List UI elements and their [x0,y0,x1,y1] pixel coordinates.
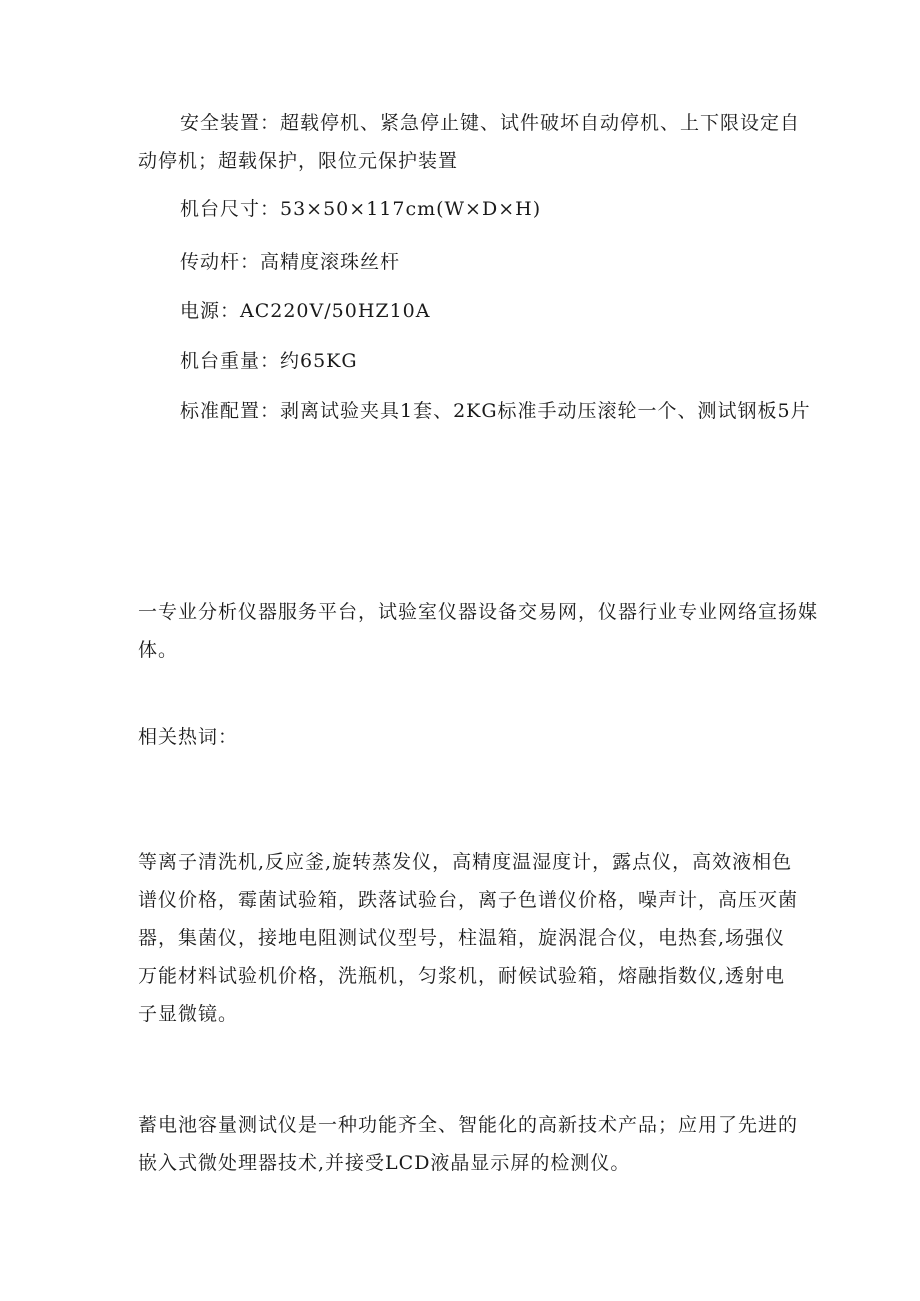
spec-machine-size: 机台尺寸：53×50×117cm(W×D×H) [180,198,542,220]
spec-standard-config: 标准配置：剥离试验夹具1套、2KG标准手动压滚轮一个、测试钢板5片 [180,400,811,422]
keywords-paragraph: 等离子清洗机,反应釜,旋转蒸发仪，高精度温湿度计，露点仪，高效液相色谱仪价格，霉菌试验箱，跌落试验台，离子色谱仪价格，噪声计，高压灭菌器，集菌仪，接地电阻测试仪型号，柱温箱，旋涡混合仪，电热套,场强仪万能材料试验机价格，洗瓶机，匀浆机，耐候试验箱，熔融指数仪,透射电子显微镜。 [138,851,799,1025]
spec-drive-rod: 传动杆：高精度滚珠丝杆 [180,251,401,273]
platform-description: 一专业分析仪器服务平台，试验室仪器设备交易网，仪器行业专业网络宣扬媒体。 [138,601,819,661]
spec-power: 电源：AC220V/50HZ10A [180,300,431,322]
product-description: 蓄电池容量测试仪是一种功能齐全、智能化的高新技术产品；应用了先进的嵌入式微处理器技术,并接受LCD液晶显示屏的检测仪。 [138,1114,799,1174]
related-keywords-heading: 相关热词： [138,726,239,748]
spec-weight: 机台重量：约65KG [180,350,358,372]
spec-safety-device: 安全装置：超载停机、紧急停止键、试件破坏自动停机、上下限设定自动停机；超载保护，限位元保护装置 [138,112,801,172]
